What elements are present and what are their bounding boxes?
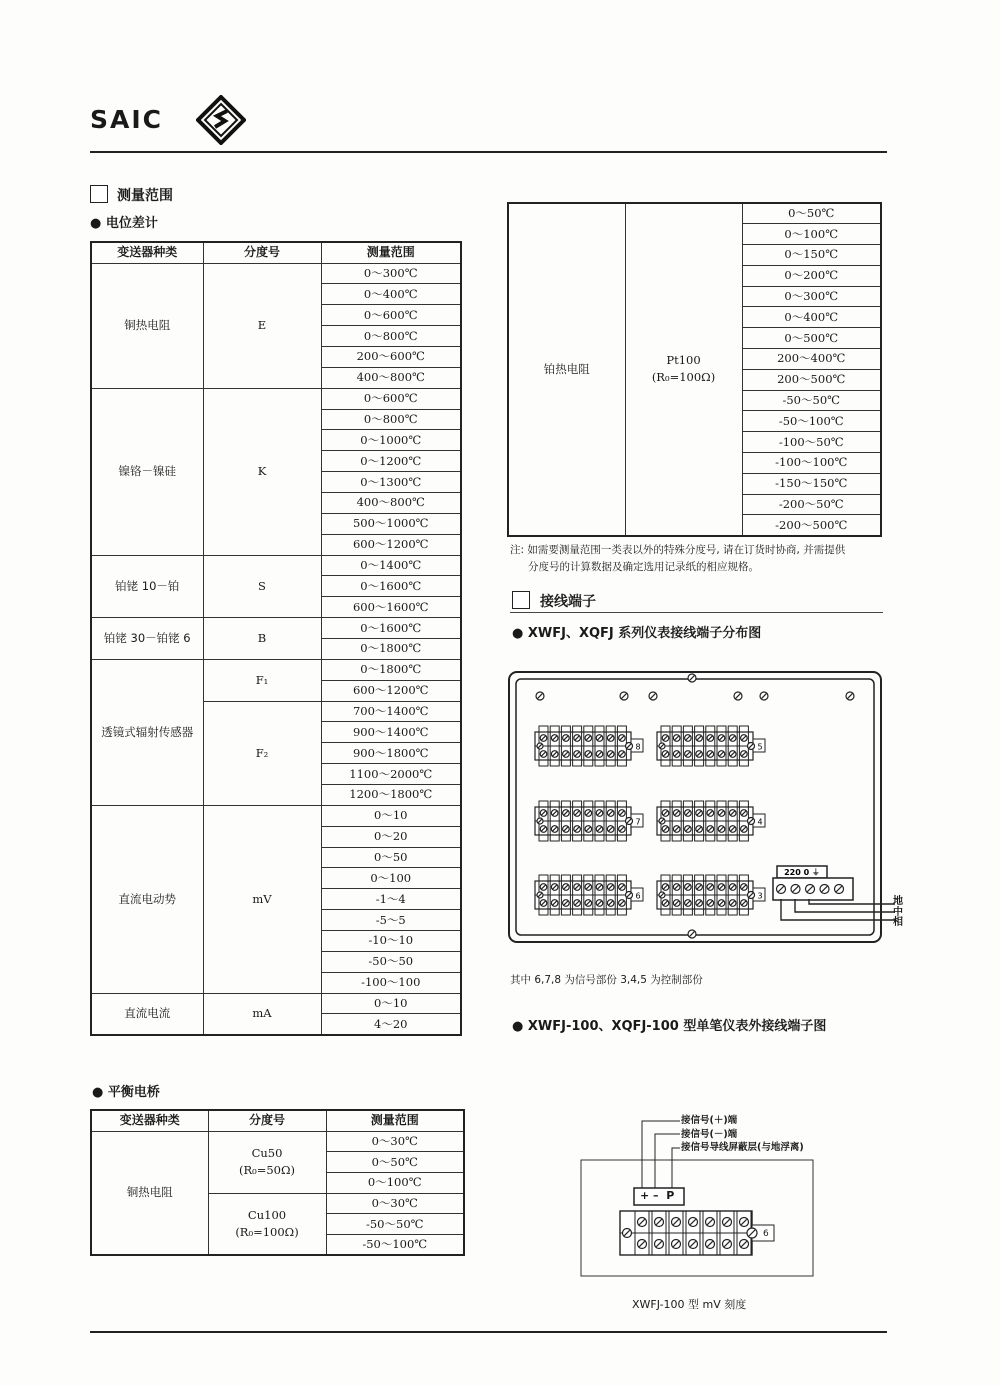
screw-icon (696, 826, 703, 833)
screw-icon (540, 826, 547, 833)
sensor-type-cell: 铜热电阻 (91, 1131, 208, 1255)
range-cell: 0～500℃ (742, 328, 881, 349)
screw-icon (662, 810, 669, 817)
screw-icon (540, 884, 547, 891)
screw-icon (806, 885, 815, 894)
screw-icon (707, 735, 714, 742)
graduation-code-cell: E (203, 263, 321, 388)
screw-icon (551, 810, 558, 817)
screw-icon (748, 743, 755, 750)
screw-icon (551, 900, 558, 907)
screw-icon (638, 1240, 647, 1249)
range-cell: 0～600℃ (321, 305, 461, 326)
screw-icon (718, 900, 725, 907)
range-cell: 600～1200℃ (321, 534, 461, 555)
screw-icon (748, 818, 755, 825)
subheading-text: XWFJ、XQFJ 系列仪表接线端子分布图 (527, 626, 762, 641)
screw-icon (685, 900, 692, 907)
column-header: 分度号 (208, 1110, 326, 1131)
column-header: 变送器种类 (91, 1110, 208, 1131)
sensor-type-cell: 铜热电阻 (91, 263, 203, 388)
sensor-type-cell: 镍铬－镍硅 (91, 388, 203, 555)
screw-icon (723, 1218, 732, 1227)
terminal-block (535, 875, 643, 915)
range-cell: 900～1400℃ (321, 722, 461, 743)
screw-icon (596, 735, 603, 742)
screw-icon (741, 751, 748, 758)
range-cell: 0～50 (321, 847, 461, 868)
screw-icon (740, 1218, 749, 1227)
range-cell: 600～1200℃ (321, 680, 461, 701)
screw-icon (729, 735, 736, 742)
plug-label: + – P (640, 1189, 675, 1202)
range-cell: 0～1200℃ (321, 451, 461, 472)
screw-icon (662, 884, 669, 891)
subheading-bridge: ● 平衡电桥 (92, 1085, 160, 1100)
block-number-label: 8 (635, 742, 641, 752)
range-cell: 400～800℃ (321, 367, 461, 388)
screw-icon (659, 892, 665, 898)
screw-icon (551, 884, 558, 891)
screw-icon (574, 810, 581, 817)
range-cell: 0～1300℃ (321, 472, 461, 493)
range-cell: 0～800℃ (321, 326, 461, 347)
screw-icon (662, 751, 669, 758)
range-cell: -200～50℃ (742, 494, 881, 515)
screw-icon (626, 892, 633, 899)
screw-icon (596, 900, 603, 907)
screw-icon (655, 1218, 664, 1227)
screw-icon (673, 826, 680, 833)
range-cell: 4～20 (321, 1014, 461, 1035)
range-cell: 0～1400℃ (321, 555, 461, 576)
range-cell: -10～10 (321, 931, 461, 952)
single-pen-terminal-block (620, 1211, 774, 1255)
saic-logo-icon (196, 95, 246, 145)
range-cell: 500～1000℃ (321, 513, 461, 534)
screw-icon (574, 735, 581, 742)
screw-icon (718, 751, 725, 758)
screw-icon (741, 900, 748, 907)
footer-rule (90, 1331, 887, 1333)
graduation-code-cell: S (203, 555, 321, 618)
table-row (91, 805, 461, 826)
range-cell: -100～50℃ (742, 432, 881, 453)
range-cell: -50～50℃ (326, 1214, 464, 1235)
screw-icon (741, 826, 748, 833)
screw-icon (707, 810, 714, 817)
screw-icon (537, 818, 543, 824)
screw-icon (689, 1218, 698, 1227)
range-cell: 0～30℃ (326, 1131, 464, 1152)
screw-icon (585, 826, 592, 833)
range-cell: 0～1600℃ (321, 576, 461, 597)
graduation-code-cell: F₂ (203, 701, 321, 805)
screw-icon (729, 751, 736, 758)
graduation-code-cell: F₁ (203, 659, 321, 701)
column-header: 变送器种类 (91, 242, 203, 263)
range-cell: 0～200℃ (742, 265, 881, 286)
screw-icon (607, 900, 614, 907)
range-cell: -50～100℃ (742, 411, 881, 432)
screw-icon (685, 884, 692, 891)
range-cell: 700～1400℃ (321, 701, 461, 722)
screw-icon (685, 751, 692, 758)
screw-icon (718, 884, 725, 891)
screw-icon (662, 826, 669, 833)
power-lead-line (781, 899, 895, 920)
screw-icon (689, 1240, 698, 1249)
note-line-1: 注: 如需要测量范围一类表以外的特殊分度号, 请在订货时协商, 并需提供 (510, 544, 846, 556)
range-table-platinum (507, 202, 882, 537)
screw-icon (619, 810, 626, 817)
screw-icon (734, 692, 742, 700)
screw-icon (563, 810, 570, 817)
column-header: 测量范围 (321, 242, 461, 263)
screw-icon (707, 751, 714, 758)
screw-icon (685, 826, 692, 833)
sensor-type-cell: 铂铑 30－铂铑 6 (91, 618, 203, 660)
section-rule (510, 612, 883, 613)
range-cell: 200～600℃ (321, 346, 461, 367)
sensor-type-cell: 直流电动势 (91, 805, 203, 993)
screw-icon (673, 810, 680, 817)
screw-icon (696, 884, 703, 891)
screw-icon (620, 692, 628, 700)
graduation-code-cell: mV (203, 805, 321, 993)
subheading-text: 电位差计 (105, 216, 158, 231)
range-cell: 0～100℃ (326, 1172, 464, 1193)
section-title-terminal: 接线端子 (540, 594, 596, 610)
graduation-code-cell: B (203, 618, 321, 660)
range-cell: -100～100 (321, 972, 461, 993)
screw-icon (619, 751, 626, 758)
screw-icon (623, 1229, 632, 1238)
screw-icon (696, 735, 703, 742)
screw-icon (747, 1228, 757, 1238)
screw-icon (706, 1240, 715, 1249)
range-cell: -150～150℃ (742, 473, 881, 494)
note-line-2: 分度号的计算数据及确定选用记录纸的相应规格。 (528, 561, 759, 573)
range-cell: -50～50℃ (742, 390, 881, 411)
subheading-text: XWFJ-100、XQFJ-100 型单笔仪表外接线端子图 (527, 1019, 827, 1034)
screw-icon (607, 826, 614, 833)
screw-icon (596, 826, 603, 833)
screw-icon (729, 884, 736, 891)
range-cell: -50～100℃ (326, 1234, 464, 1255)
screw-icon (748, 892, 755, 899)
label-shield: 接信号导线屏蔽层(与地浮离) (681, 1142, 804, 1153)
subheading-single-pen: ● XWFJ-100、XQFJ-100 型单笔仪表外接线端子图 (512, 1019, 827, 1034)
screw-icon (707, 826, 714, 833)
screw-icon (540, 810, 547, 817)
label-signal-minus: 接信号(－)端 (681, 1128, 738, 1140)
sensor-type-cell: 铂热电阻 (508, 203, 625, 536)
screw-icon (820, 885, 829, 894)
screw-icon (673, 735, 680, 742)
table-row (91, 555, 461, 576)
screw-icon (835, 885, 844, 894)
power-label: 220 0 ⏚ (784, 868, 820, 877)
screw-icon (619, 900, 626, 907)
range-cell: -200～500℃ (742, 515, 881, 536)
screw-icon (585, 751, 592, 758)
table-row (91, 263, 461, 284)
table-row (91, 659, 461, 680)
table-row (91, 618, 461, 639)
screw-icon (672, 1218, 681, 1227)
screw-icon (741, 810, 748, 817)
screw-icon (607, 884, 614, 891)
screw-icon (685, 810, 692, 817)
header-rule (90, 151, 887, 153)
screw-icon (563, 735, 570, 742)
single-pen-labels (681, 1114, 804, 1155)
table-header-row (91, 242, 461, 263)
screw-icon (551, 826, 558, 833)
range-cell: -5～5 (321, 910, 461, 931)
power-terminal-block (773, 866, 853, 900)
range-cell: 0～1800℃ (321, 638, 461, 659)
screw-icon (707, 884, 714, 891)
terminal-layout-diagram (505, 668, 900, 950)
range-cell: -100～100℃ (742, 453, 881, 474)
column-header: 测量范围 (326, 1110, 464, 1131)
screw-icon (596, 810, 603, 817)
screw-icon (696, 751, 703, 758)
screw-icon (718, 735, 725, 742)
screw-icon (563, 751, 570, 758)
range-cell: 0～100 (321, 868, 461, 889)
range-cell: 0～1600℃ (321, 618, 461, 639)
range-cell: 1100～2000℃ (321, 764, 461, 785)
screw-icon (685, 735, 692, 742)
screw-icon (574, 900, 581, 907)
range-cell: 0～800℃ (321, 409, 461, 430)
table-row (91, 1131, 464, 1152)
range-cell: 0～20 (321, 826, 461, 847)
screw-icon (619, 826, 626, 833)
section-checkbox-icon (90, 185, 108, 203)
subheading-terminal-layout: ● XWFJ、XQFJ 系列仪表接线端子分布图 (512, 626, 762, 641)
screw-icon (672, 1240, 681, 1249)
terminal-block (657, 726, 765, 766)
screw-icon (846, 692, 854, 700)
screw-icon (607, 810, 614, 817)
range-cell: 0～1000℃ (321, 430, 461, 451)
screw-icon (537, 743, 543, 749)
brand-logo-text: SAIC (90, 105, 164, 134)
screw-icon (649, 692, 657, 700)
range-cell: 0～100℃ (742, 224, 881, 245)
graduation-code-cell: Cu100 (R₀=100Ω) (208, 1193, 326, 1255)
block-number-label: 5 (757, 742, 763, 752)
range-cell: -1～4 (321, 889, 461, 910)
graduation-code-cell: Cu50 (R₀=50Ω) (208, 1131, 326, 1193)
wire-label-neutral: 中 (893, 906, 903, 918)
screw-icon (574, 826, 581, 833)
diagram-caption: XWFJ-100 型 mV 刻度 (632, 1298, 747, 1311)
table-header-row (91, 1110, 464, 1131)
screw-icon (673, 884, 680, 891)
screw-icon (619, 884, 626, 891)
screw-icon (540, 751, 547, 758)
range-table-potentiometer (90, 241, 462, 1036)
graduation-code-cell: mA (203, 993, 321, 1035)
section-title-range: 测量范围 (117, 188, 173, 204)
screw-icon (740, 1240, 749, 1249)
screw-icon (626, 743, 633, 750)
range-cell: 0～50℃ (742, 203, 881, 224)
screw-icon (673, 900, 680, 907)
terminal-block (657, 875, 765, 915)
screw-icon (741, 884, 748, 891)
screw-icon (563, 884, 570, 891)
screw-icon (574, 751, 581, 758)
range-cell: -50～50 (321, 951, 461, 972)
screw-icon (574, 884, 581, 891)
sensor-type-cell: 透镜式辐射传感器 (91, 659, 203, 805)
screw-icon (688, 930, 696, 938)
range-cell: 0～300℃ (321, 263, 461, 284)
screw-icon (707, 900, 714, 907)
range-cell: 0～400℃ (742, 307, 881, 328)
table-row (508, 203, 881, 224)
screw-icon (626, 818, 633, 825)
subheading-text: 平衡电桥 (107, 1085, 160, 1100)
range-cell: 0～300℃ (742, 286, 881, 307)
screw-icon (729, 810, 736, 817)
range-cell: 900～1800℃ (321, 743, 461, 764)
screw-icon (537, 892, 543, 898)
terminal-block (535, 726, 643, 766)
screw-icon (596, 884, 603, 891)
screw-icon (791, 885, 800, 894)
screw-icon (777, 885, 786, 894)
screw-icon (741, 735, 748, 742)
screw-icon (706, 1218, 715, 1227)
screw-icon (662, 900, 669, 907)
range-cell: 400～800℃ (321, 492, 461, 513)
terminal-block (657, 801, 765, 841)
range-cell: 0～400℃ (321, 284, 461, 305)
screw-icon (718, 810, 725, 817)
range-cell: 200～500℃ (742, 369, 881, 390)
screw-icon (540, 900, 547, 907)
column-header: 分度号 (203, 242, 321, 263)
sensor-type-cell: 直流电流 (91, 993, 203, 1035)
block-label-6: 6 (763, 1229, 769, 1239)
screw-icon (638, 1218, 647, 1227)
screw-icon (596, 751, 603, 758)
range-cell: 1200～1800℃ (321, 784, 461, 805)
range-cell: 0～600℃ (321, 388, 461, 409)
section-checkbox-icon (512, 591, 530, 609)
wire-label-phase: 相 (893, 917, 903, 928)
screw-icon (718, 826, 725, 833)
screw-icon (540, 735, 547, 742)
block-number-label: 3 (757, 891, 763, 901)
screw-icon (551, 751, 558, 758)
screw-icon (673, 751, 680, 758)
screw-icon (585, 810, 592, 817)
range-cell: 0～50℃ (326, 1152, 464, 1173)
screw-icon (662, 735, 669, 742)
range-table-bridge (90, 1109, 465, 1256)
screw-icon (659, 818, 665, 824)
wire-labels (893, 897, 903, 929)
screw-icon (760, 692, 768, 700)
table-row (91, 388, 461, 409)
block-number-label: 4 (757, 817, 763, 827)
screw-icon (536, 692, 544, 700)
screw-icon (585, 900, 592, 907)
screw-icon (563, 900, 570, 907)
sensor-type-cell: 铂铑 10－铂 (91, 555, 203, 618)
range-cell: 0～30℃ (326, 1193, 464, 1214)
diagram-note: 其中 6,7,8 为信号部份 3,4,5 为控制部份 (510, 974, 703, 986)
graduation-code-cell: K (203, 388, 321, 555)
screw-icon (585, 735, 592, 742)
terminal-block (535, 801, 643, 841)
range-cell: 200～400℃ (742, 349, 881, 370)
block-number-label: 7 (635, 817, 641, 827)
table-note (510, 542, 845, 576)
screw-icon (729, 900, 736, 907)
screw-icon (551, 735, 558, 742)
screw-icon (585, 884, 592, 891)
graduation-code-cell: Pt100 (R₀=100Ω) (625, 203, 742, 536)
screw-icon (619, 735, 626, 742)
wire-label-ground: 地 (893, 896, 903, 907)
range-cell: 0～10 (321, 805, 461, 826)
block-number-label: 6 (635, 891, 641, 901)
screw-icon (688, 674, 696, 682)
screw-icon (729, 826, 736, 833)
screw-icon (655, 1240, 664, 1249)
range-cell: 600～1600℃ (321, 597, 461, 618)
screw-icon (659, 743, 665, 749)
screw-icon (607, 751, 614, 758)
range-cell: 0～1800℃ (321, 659, 461, 680)
screw-icon (723, 1240, 732, 1249)
subheading-potentiometer: ● 电位差计 (90, 216, 158, 231)
range-cell: 0～150℃ (742, 245, 881, 266)
range-cell: 0～10 (321, 993, 461, 1014)
screw-icon (696, 810, 703, 817)
table-row (91, 993, 461, 1014)
screw-icon (607, 735, 614, 742)
screw-icon (696, 900, 703, 907)
screw-icon (563, 826, 570, 833)
label-signal-plus: 接信号(＋)端 (681, 1115, 738, 1126)
